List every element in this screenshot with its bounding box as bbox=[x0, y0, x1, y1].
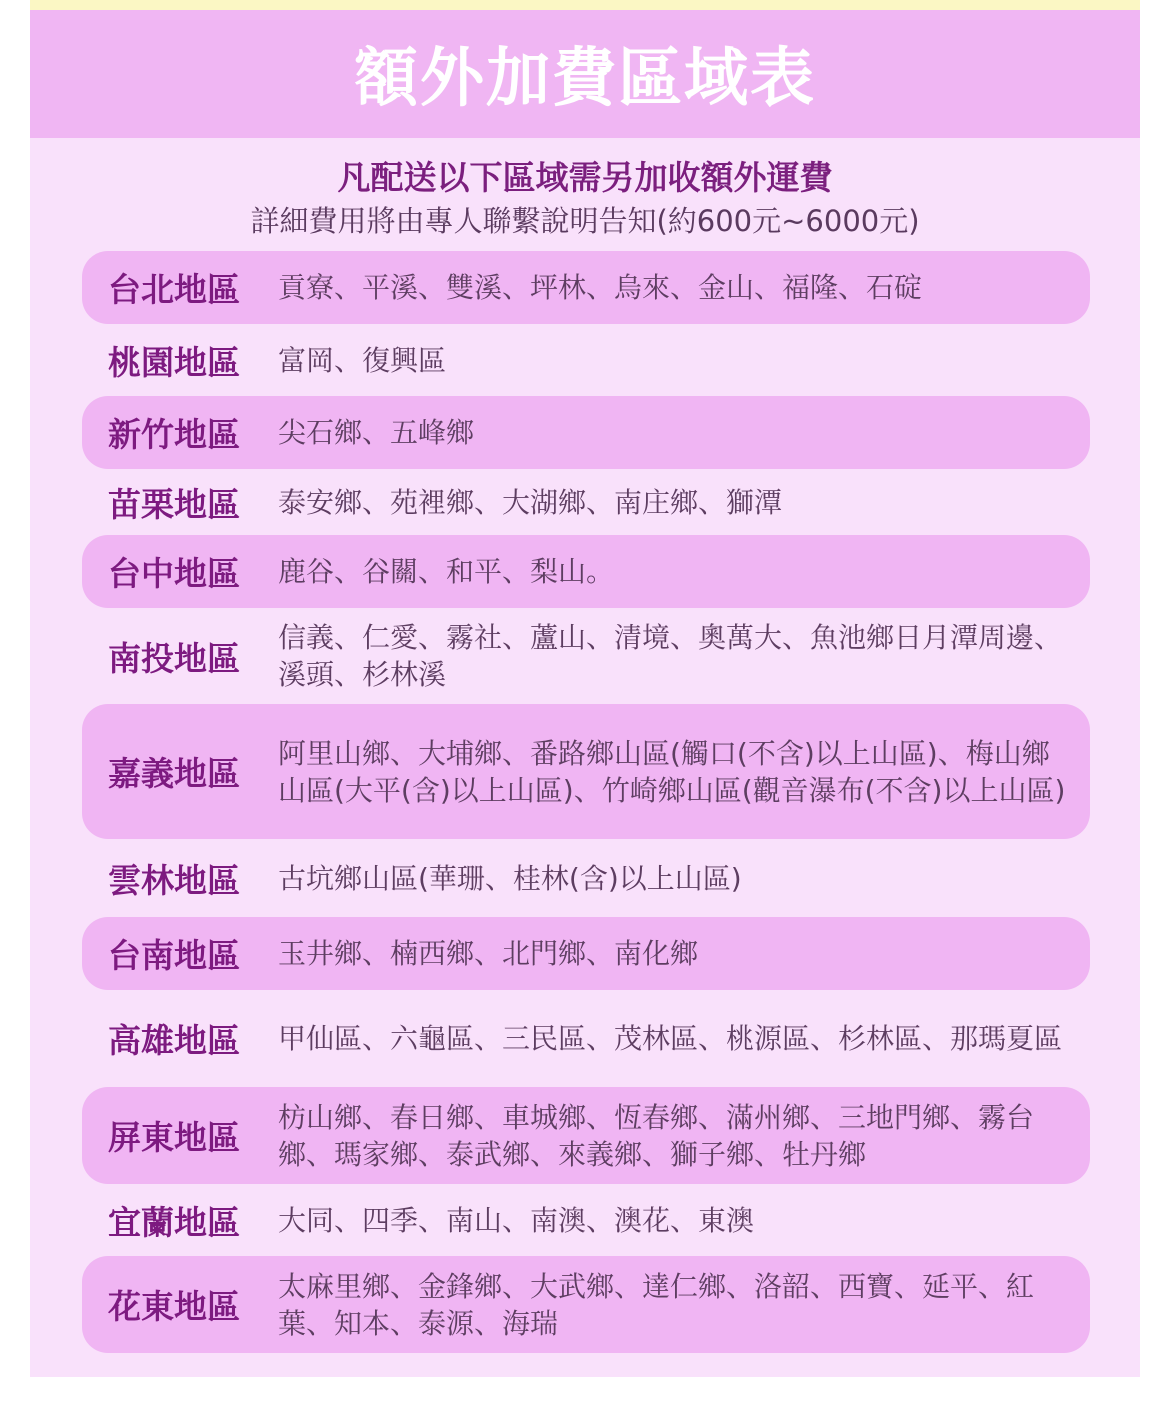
region-name: 高雄地區 bbox=[108, 1021, 240, 1060]
region-name: 嘉義地區 bbox=[108, 754, 240, 793]
surcharge-region-panel bbox=[30, 10, 1140, 1377]
region-areas: 泰安鄉、苑裡鄉、大湖鄉、南庄鄉、獅潭 bbox=[278, 485, 783, 519]
region-list bbox=[82, 251, 1090, 1353]
region-name: 宜蘭地區 bbox=[108, 1202, 240, 1242]
region-areas: 甲仙區、六龜區、三民區、茂林區、桃源區、杉林區、那瑪夏區 bbox=[278, 1022, 1063, 1055]
region-areas: 枋山鄉、春日鄉、車城鄉、恆春鄉、滿州鄉、三地門鄉、霧台鄉、瑪家鄉、泰武鄉、來義鄉、獅子鄉、牡丹鄉 bbox=[278, 1100, 1035, 1171]
region-row-pingtung bbox=[82, 1087, 1090, 1184]
region-name: 屏東地區 bbox=[108, 1118, 240, 1157]
region-name: 台中地區 bbox=[108, 554, 240, 593]
region-areas: 玉井鄉、楠西鄉、北門鄉、南化鄉 bbox=[278, 937, 699, 970]
region-name: 桃園地區 bbox=[108, 342, 240, 382]
region-row-hsinchu bbox=[82, 396, 1090, 469]
region-areas: 尖石鄉、五峰鄉 bbox=[278, 416, 475, 449]
region-name: 台南地區 bbox=[108, 936, 240, 975]
region-row-kaohsiung bbox=[82, 990, 1090, 1087]
top-accent-strip bbox=[30, 0, 1140, 10]
region-name: 新竹地區 bbox=[108, 415, 240, 454]
region-name: 南投地區 bbox=[108, 638, 240, 678]
fee-note: 詳細費用將由專人聯繫說明告知(約600元~6000元) bbox=[250, 204, 920, 238]
panel-title: 額外加費區域表 bbox=[354, 42, 816, 116]
region-areas: 鹿谷、谷關、和平、梨山。 bbox=[278, 555, 615, 588]
region-name: 苗栗地區 bbox=[108, 484, 240, 524]
region-areas: 大同、四季、南山、南澳、澳花、東澳 bbox=[278, 1203, 755, 1237]
region-row-taichung bbox=[82, 535, 1090, 608]
surcharge-headline: 凡配送以下區域需另加收額外運費 bbox=[337, 158, 833, 197]
region-areas: 阿里山鄉、大埔鄉、番路鄉山區(觸口(不含)以上山區)、梅山鄉山區(大平(含)以上山區)、竹崎鄉山區(觀音瀑布(不含)以上山區) bbox=[278, 736, 1066, 807]
region-row-taoyuan bbox=[82, 324, 1090, 396]
region-areas: 古坑鄉山區(華珊、桂林(含)以上山區) bbox=[278, 861, 742, 895]
region-row-nantou bbox=[82, 608, 1090, 704]
region-areas: 貢寮、平溪、雙溪、坪林、烏來、金山、福隆、石碇 bbox=[278, 271, 923, 304]
region-row-tainan bbox=[82, 917, 1090, 990]
panel-header bbox=[30, 10, 1140, 138]
region-name: 花東地區 bbox=[108, 1287, 240, 1326]
region-areas: 富岡、復興區 bbox=[278, 343, 447, 377]
region-row-yilan bbox=[82, 1184, 1090, 1256]
region-areas: 信義、仁愛、霧社、蘆山、清境、奧萬大、魚池鄉日月潭周邊、溪頭、杉林溪 bbox=[278, 621, 1063, 691]
region-areas: 太麻里鄉、金鋒鄉、大武鄉、達仁鄉、洛韶、西寶、延平、紅葉、知本、泰源、海瑞 bbox=[278, 1269, 1035, 1340]
region-row-taipei bbox=[82, 251, 1090, 324]
region-row-chiayi bbox=[82, 704, 1090, 839]
region-row-yunlin bbox=[82, 839, 1090, 917]
region-name: 台北地區 bbox=[108, 270, 240, 309]
region-name: 雲林地區 bbox=[108, 860, 240, 900]
region-row-huadong bbox=[82, 1256, 1090, 1353]
region-row-miaoli bbox=[82, 469, 1090, 535]
